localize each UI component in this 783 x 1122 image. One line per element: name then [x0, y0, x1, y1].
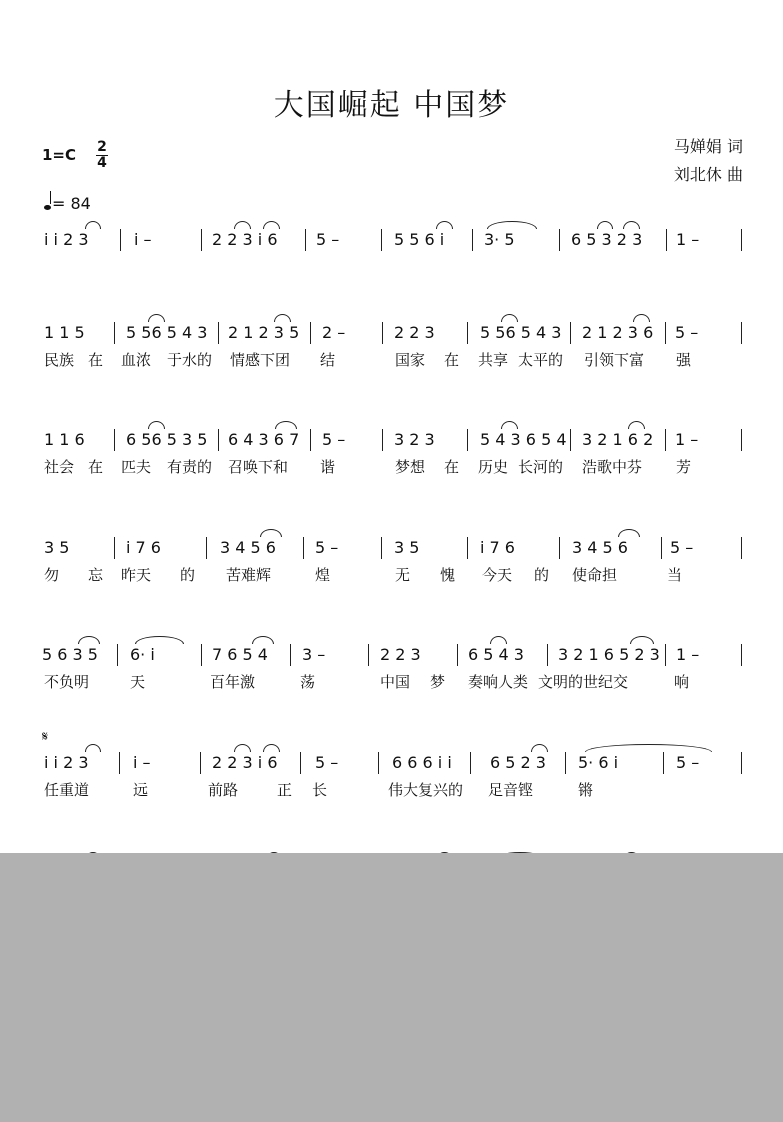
slur-mark	[436, 221, 453, 229]
measure-notes: 3 2 1 6 2	[582, 430, 654, 449]
bar-line	[741, 229, 742, 251]
measure-notes: 5 56 5 4 3	[480, 323, 562, 342]
measure-notes: 2 2 3	[380, 645, 421, 664]
measure-notes: 6 5 3 2 3	[571, 230, 643, 249]
notes-line	[0, 750, 783, 778]
measure-notes: i –	[134, 230, 152, 249]
bar-line	[665, 644, 666, 666]
lyric-text: 愧	[440, 566, 456, 584]
bar-line	[218, 322, 219, 344]
measure-notes: 3 –	[302, 645, 326, 664]
bar-line	[665, 429, 666, 451]
lyric-text: 长	[312, 781, 328, 799]
bar-line	[114, 537, 115, 559]
measure-notes: 6· i	[130, 645, 155, 664]
bar-line	[218, 429, 219, 451]
lyric-text: 历史	[478, 458, 509, 476]
lyric-text: 于水的	[167, 351, 213, 369]
measure-notes: 5 –	[316, 230, 340, 249]
measure-notes: i i 2 3	[44, 230, 89, 249]
bar-line	[381, 229, 382, 251]
bar-line	[119, 752, 120, 774]
slur-mark	[531, 744, 548, 752]
measure-notes: 5 –	[676, 753, 700, 772]
notes-line	[0, 642, 783, 670]
lyric-text: 文明的世纪交	[538, 673, 629, 691]
lyric-text: 在	[88, 351, 104, 369]
slur-mark	[618, 529, 640, 537]
measure-notes: 1 –	[675, 430, 699, 449]
lyric-text: 召唤下和	[228, 458, 289, 476]
slur-mark	[274, 314, 291, 322]
lyric-text: 天	[130, 673, 146, 691]
lyric-text: 苦难辉	[226, 566, 272, 584]
bar-line	[114, 429, 115, 451]
measure-notes: 3 5	[394, 538, 420, 557]
tempo-marking	[44, 194, 91, 213]
key-signature: 1=C	[42, 146, 77, 164]
measure-notes: i –	[133, 753, 151, 772]
time-signature-bottom: 4	[97, 155, 107, 171]
slur-mark	[135, 636, 184, 644]
lyric-text: 忘	[88, 566, 104, 584]
lyric-text: 情感下团	[230, 351, 291, 369]
measure-notes: 6 5 2 3	[490, 753, 546, 772]
lyric-text: 奏响人类	[468, 673, 529, 691]
bar-line	[303, 537, 304, 559]
lyric-text: 长河的	[518, 458, 564, 476]
bar-line	[381, 537, 382, 559]
slur-mark	[633, 314, 650, 322]
measure-notes: 7 6 5 4	[212, 645, 268, 664]
bar-line	[467, 537, 468, 559]
bar-line	[310, 322, 311, 344]
bar-line	[290, 644, 291, 666]
measure-notes: 5 5 6 i	[394, 230, 445, 249]
tempo-value: = 84	[52, 194, 91, 213]
slur-mark	[260, 529, 282, 537]
song-title: 大国崛起 中国梦	[273, 88, 510, 123]
slur-mark	[501, 421, 518, 429]
measure-notes: 6 6 6 i i	[392, 753, 452, 772]
bar-line	[741, 537, 742, 559]
measure-notes: 2 1 2 3 6	[582, 323, 654, 342]
lyric-text: 的	[534, 566, 550, 584]
lyric-text: 远	[133, 781, 149, 799]
lyric-text: 使命担	[572, 566, 618, 584]
slur-mark	[630, 636, 654, 644]
bar-line	[570, 322, 571, 344]
bar-line	[310, 429, 311, 451]
slur-mark	[85, 744, 101, 752]
lyric-text: 在	[444, 458, 460, 476]
lyricist-credit: 马婵娟 词	[673, 137, 743, 156]
measure-notes: 5 56 5 4 3	[126, 323, 208, 342]
lyric-text: 梦	[430, 673, 446, 691]
bar-line	[470, 752, 471, 774]
measure-notes: 5 6 3 5	[42, 645, 98, 664]
lyric-text: 不负明	[44, 673, 90, 691]
bar-line	[201, 644, 202, 666]
slur-mark	[234, 744, 251, 752]
bar-line	[467, 322, 468, 344]
measure-notes: i 7 6	[480, 538, 515, 557]
slur-mark	[585, 744, 712, 752]
notes-line	[0, 427, 783, 455]
bar-line	[741, 752, 742, 774]
lyric-text: 梦想	[395, 458, 426, 476]
bar-line	[382, 429, 383, 451]
measure-notes: 1 –	[676, 645, 700, 664]
bar-line	[378, 752, 379, 774]
bar-line	[472, 229, 473, 251]
bar-line	[368, 644, 369, 666]
lyric-text: 在	[88, 458, 104, 476]
bar-line	[117, 644, 118, 666]
lyric-text: 强	[676, 351, 692, 369]
lyric-text: 当	[667, 566, 683, 584]
lyric-text: 结	[320, 351, 336, 369]
lyric-text: 芳	[676, 458, 692, 476]
measure-notes: 2 1 2 3 5	[228, 323, 300, 342]
bar-line	[206, 537, 207, 559]
lyric-text: 百年激	[210, 673, 256, 691]
bar-line	[559, 537, 560, 559]
time-signature-top: 2	[97, 139, 107, 155]
measure-notes: 6 5 4 3	[468, 645, 524, 664]
bar-line	[467, 429, 468, 451]
slur-mark	[490, 636, 507, 644]
lyric-text: 浩歌中芬	[582, 458, 643, 476]
lyric-text: 足音铿	[488, 781, 534, 799]
bar-line	[565, 752, 566, 774]
measure-notes: 5 –	[315, 753, 339, 772]
bar-line	[200, 752, 201, 774]
lyric-text: 无	[395, 566, 411, 584]
measure-notes: 5 –	[670, 538, 694, 557]
lyric-text: 国家	[395, 351, 426, 369]
lyric-text: 谐	[320, 458, 336, 476]
slur-mark	[263, 221, 280, 229]
bar-line	[201, 229, 202, 251]
slur-mark	[623, 221, 640, 229]
measure-notes: 1 1 5	[44, 323, 85, 342]
lyric-text: 共享	[478, 351, 509, 369]
measure-notes: 6 56 5 3 5	[126, 430, 208, 449]
lyric-text: 引领下富	[584, 351, 645, 369]
measure-notes: 2 2 3	[394, 323, 435, 342]
measure-notes: 3 4 5 6	[220, 538, 276, 557]
lyric-text: 的	[180, 566, 196, 584]
bar-line	[547, 644, 548, 666]
bar-line	[661, 537, 662, 559]
measure-notes: 1 –	[676, 230, 700, 249]
bar-line	[382, 322, 383, 344]
bar-line	[741, 644, 742, 666]
measure-notes: 3 2 1 6 5 2 3	[558, 645, 660, 664]
bar-line	[300, 752, 301, 774]
notes-line	[0, 227, 783, 255]
slur-mark	[501, 314, 518, 322]
slur-mark	[263, 744, 280, 752]
bar-line	[665, 322, 666, 344]
segno-icon: 𝄋	[42, 729, 49, 745]
bar-line	[570, 429, 571, 451]
measure-notes: 1 1 6	[44, 430, 85, 449]
lyric-text: 血浓	[121, 351, 152, 369]
lyric-text: 响	[674, 673, 690, 691]
lyric-text: 匹夫	[121, 458, 152, 476]
lyric-text: 今天	[482, 566, 513, 584]
bar-line	[741, 322, 742, 344]
bar-line	[305, 229, 306, 251]
slur-mark	[234, 221, 251, 229]
slur-mark	[628, 421, 645, 429]
measure-notes: 3 5	[44, 538, 70, 557]
slur-mark	[148, 314, 165, 322]
lyric-text: 昨天	[121, 566, 152, 584]
bar-line	[559, 229, 560, 251]
measure-notes: 5 –	[315, 538, 339, 557]
slur-mark	[487, 221, 537, 229]
notes-line	[0, 320, 783, 348]
lyric-text: 煌	[315, 566, 331, 584]
quarter-note-icon	[44, 205, 51, 210]
measure-notes: 5· 6 i	[578, 753, 619, 772]
measure-notes: i i 2 3	[44, 753, 89, 772]
lyric-text: 正	[277, 781, 293, 799]
slur-mark	[78, 636, 100, 644]
composer-credit: 刘北休 曲	[673, 165, 743, 184]
measure-notes: 3 2 3	[394, 430, 435, 449]
lyric-text: 民族	[44, 351, 75, 369]
bar-line	[741, 429, 742, 451]
lyric-text: 在	[444, 351, 460, 369]
bar-line	[663, 752, 664, 774]
lyric-text: 任重道	[44, 781, 90, 799]
lyric-text: 有责的	[167, 458, 213, 476]
measure-notes: 5 4 3 6 5 4	[480, 430, 567, 449]
measure-notes: 2 2 3 i 6	[212, 230, 278, 249]
lyric-text: 勿	[44, 566, 60, 584]
measure-notes: 5 –	[322, 430, 346, 449]
lyric-text: 荡	[300, 673, 316, 691]
bar-line	[120, 229, 121, 251]
lyric-text: 社会	[44, 458, 75, 476]
gray-overlay	[0, 853, 783, 1122]
slur-mark	[148, 421, 165, 429]
bar-line	[666, 229, 667, 251]
slur-mark	[252, 636, 274, 644]
measure-notes: 3· 5	[484, 230, 515, 249]
slur-mark	[85, 221, 101, 229]
slur-mark	[275, 421, 297, 429]
lyric-text: 太平的	[518, 351, 564, 369]
lyric-text: 锵	[578, 781, 594, 799]
notes-line	[0, 535, 783, 563]
bar-line	[114, 322, 115, 344]
time-signature	[95, 140, 109, 171]
lyric-text: 前路	[208, 781, 239, 799]
measure-notes: i 7 6	[126, 538, 161, 557]
bar-line	[457, 644, 458, 666]
note-stem	[50, 191, 51, 204]
measure-notes: 3 4 5 6	[572, 538, 628, 557]
measure-notes: 2 –	[322, 323, 346, 342]
lyric-text: 伟大复兴的	[388, 781, 464, 799]
measure-notes: 2 2 3 i 6	[212, 753, 278, 772]
lyric-text: 中国	[380, 673, 411, 691]
measure-notes: 6 4 3 6 7	[228, 430, 300, 449]
slur-mark	[597, 221, 613, 229]
measure-notes: 5 –	[675, 323, 699, 342]
